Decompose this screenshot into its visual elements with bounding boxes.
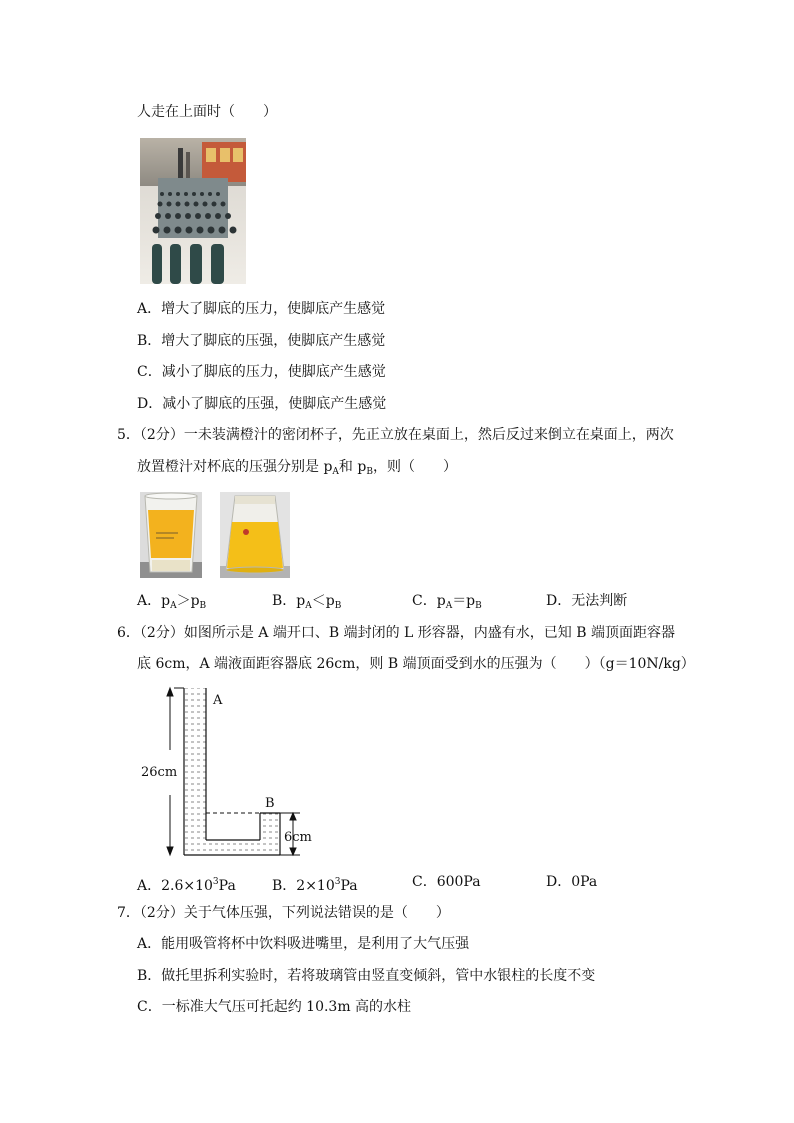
q6-option-a: A．$2.6\times 10^3Pa$ — [137, 877, 236, 894]
q4-option-b: B．增大了脚底的压强，使脚底产生感觉 — [137, 333, 386, 349]
q6-stem-line1: 6．（2分）如图所示是 A 端开口、B 端封闭的 L 形容器，内盛有水，已知 B 端顶面距容器 — [117, 625, 675, 641]
cup-inverted-photo — [220, 492, 290, 578]
q7-option-b: B．做托里拆利实验时，若将玻璃管由竖直变倾斜，管中水银柱的长度不变 — [137, 968, 596, 984]
label-a: A — [213, 693, 223, 708]
tactile-paving-photo — [140, 138, 246, 284]
q6-option-d: D．0Pa — [546, 874, 598, 890]
q4-option-a: A．增大了脚底的压力，使脚底产生感觉 — [137, 301, 386, 317]
cup-upright-photo — [140, 492, 202, 578]
q4-stem-tail: 人走在上面时（ ） — [137, 104, 277, 120]
q6-option-b: B．$2\times 10^3Pa$ — [272, 877, 358, 894]
q7-option-a: A．能用吸管将杯中饮料吸进嘴里，是利用了大气压强 — [137, 936, 470, 952]
q4-option-d: D．减小了脚底的压强，使脚底产生感觉 — [137, 396, 387, 412]
q5-stem-line2: 放置橙汁对杯底的压强分别是 $p_A$和 $p_B$，则（ ） — [137, 459, 457, 477]
q7-option-c: C．一标准大气压可托起约 10.3m 高的水柱 — [137, 999, 412, 1015]
q5-option-d: D．无法判断 — [546, 593, 628, 609]
q5-option-b: B．$p_A<p_B$ — [272, 593, 342, 611]
q4-option-c: C．减小了脚底的压力，使脚底产生感觉 — [137, 364, 386, 380]
q6-option-c: C．600Pa — [412, 874, 481, 890]
q5-option-c: C．$p_A=p_B$ — [412, 593, 482, 611]
water-fill — [184, 688, 280, 855]
q7-stem: 7．（2分）关于气体压强，下列说法错误的是（ ） — [117, 905, 450, 921]
label-26cm: 26cm — [141, 765, 178, 780]
q5-stem-line1: 5．（2分）一未装满橙汁的密闭杯子，先正立放在桌面上，然后反过来倒立在桌面上，两次 — [117, 427, 674, 443]
label-6cm: 6cm — [284, 830, 312, 845]
label-b: B — [265, 796, 275, 811]
q5-option-a: A．$p_A>p_B$ — [137, 593, 207, 611]
q6-stem-line2: 底 6cm，A 端液面距容器底 26cm，则 B 端顶面受到水的压强为（ ）（g＝10N/kg） — [137, 656, 695, 672]
